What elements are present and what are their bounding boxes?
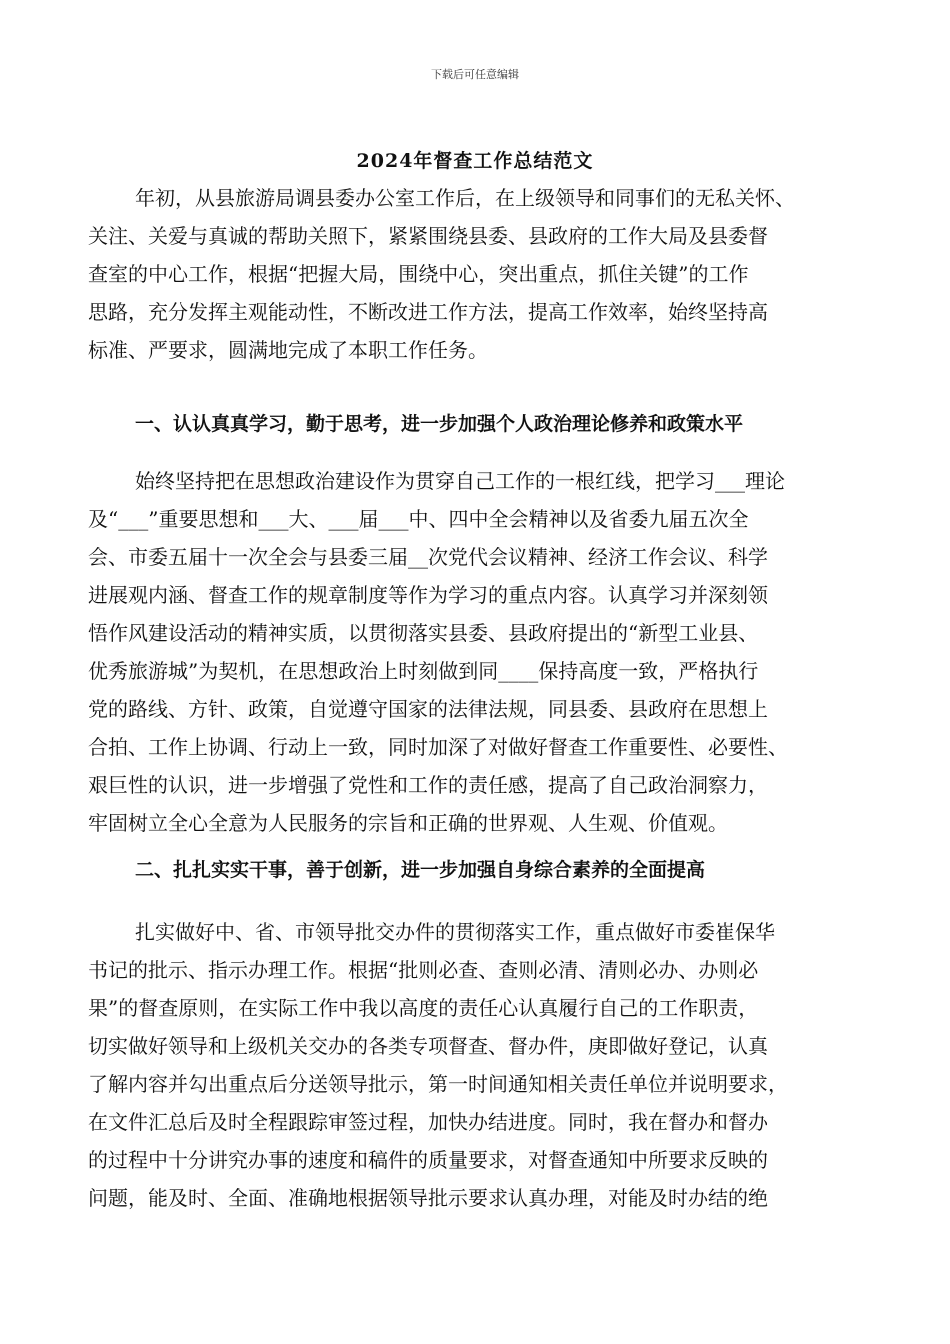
intro-line: 年初，从县旅游局调县委办公室工作后，在上级领导和同事们的无私关怀、 [135, 186, 795, 210]
document-title: 2024年督查工作总结范文 [356, 150, 594, 172]
section-1-line: 始终坚持把在思想政治建设作为贯穿自己工作的一根红线，把学习___理论 [135, 469, 785, 493]
section-2-line: 了解内容并勾出重点后分送领导批示，第一时间通知相关责任单位并说明要求， [88, 1072, 788, 1096]
section-1-line: 合拍、工作上协调、行动上一致，同时加深了对做好督查工作重要性、必要性、 [88, 735, 788, 759]
intro-line: 标准、严要求，圆满地完成了本职工作任务。 [88, 338, 488, 362]
section-2-line: 问题，能及时、全面、准确地根据领导批示要求认真办理，对能及时办结的绝 [88, 1186, 768, 1210]
section-2-line: 在文件汇总后及时全程跟踪审签过程，加快办结进度。同时，我在督办和督办 [88, 1110, 768, 1134]
section-2-paragraph [88, 913, 864, 1217]
intro-line: 查室的中心工作，根据“把握大局，围绕中心，突出重点，抓住关键”的工作 [88, 262, 749, 286]
section-1-line: 悟作风建设活动的精神实质，以贯彻落实县委、县政府提出的“新型工业县、 [88, 621, 759, 645]
intro-paragraph [88, 179, 864, 369]
section-1-line: 进展观内涵、督查工作的规章制度等作为学习的重点内容。认真学习并深刻领 [88, 583, 768, 607]
section-1-heading: 一、认认真真学习，勤于思考，进一步加强个人政治理论修养和政策水平 [135, 413, 744, 435]
section-1-line: 会、市委五届十一次全会与县委三届__次党代会议精神、经济工作会议、科学 [88, 545, 768, 569]
section-1-line: 艰巨性的认识，进一步增强了党性和工作的责任感，提高了自己政治洞察力， [88, 773, 768, 797]
section-1-line: 党的路线、方针、政策，自觉遵守国家的法律法规，同县委、县政府在思想上 [88, 697, 768, 721]
section-2-line: 果”的督查原则，在实际工作中我以高度的责任心认真履行自己的工作职责， [88, 996, 759, 1020]
section-2-heading: 二、扎扎实实干事，善于创新，进一步加强自身综合素养的全面提高 [135, 859, 706, 881]
intro-line: 思路，充分发挥主观能动性，不断改进工作方法，提高工作效率，始终坚持高 [88, 300, 768, 324]
section-1-line: 牢固树立全心全意为人民服务的宗旨和正确的世界观、人生观、价值观。 [88, 811, 728, 835]
section-1-paragraph [88, 462, 864, 842]
section-2-line: 切实做好领导和上级机关交办的各类专项督查、督办件，庚即做好登记，认真 [88, 1034, 768, 1058]
section-2-line: 的过程中十分讲究办事的速度和稿件的质量要求，对督查通知中所要求反映的 [88, 1148, 768, 1172]
section-2-line: 扎实做好中、省、市领导批交办件的贯彻落实工作，重点做好市委崔保华 [135, 920, 775, 944]
section-1-line: 及“___”重要思想和___大、___届___中、四中全会精神以及省委九届五次全 [88, 507, 749, 531]
intro-line: 关注、关爱与真诚的帮助关照下，紧紧围绕县委、县政府的工作大局及县委督 [88, 224, 768, 248]
header-note: 下载后可任意编辑 [431, 68, 519, 81]
section-2-line: 书记的批示、指示办理工作。根据“批则必查、查则必清、清则必办、办则必 [88, 958, 759, 982]
section-1-line: 优秀旅游城”为契机，在思想政治上时刻做到同____保持高度一致，严格执行 [88, 659, 759, 683]
